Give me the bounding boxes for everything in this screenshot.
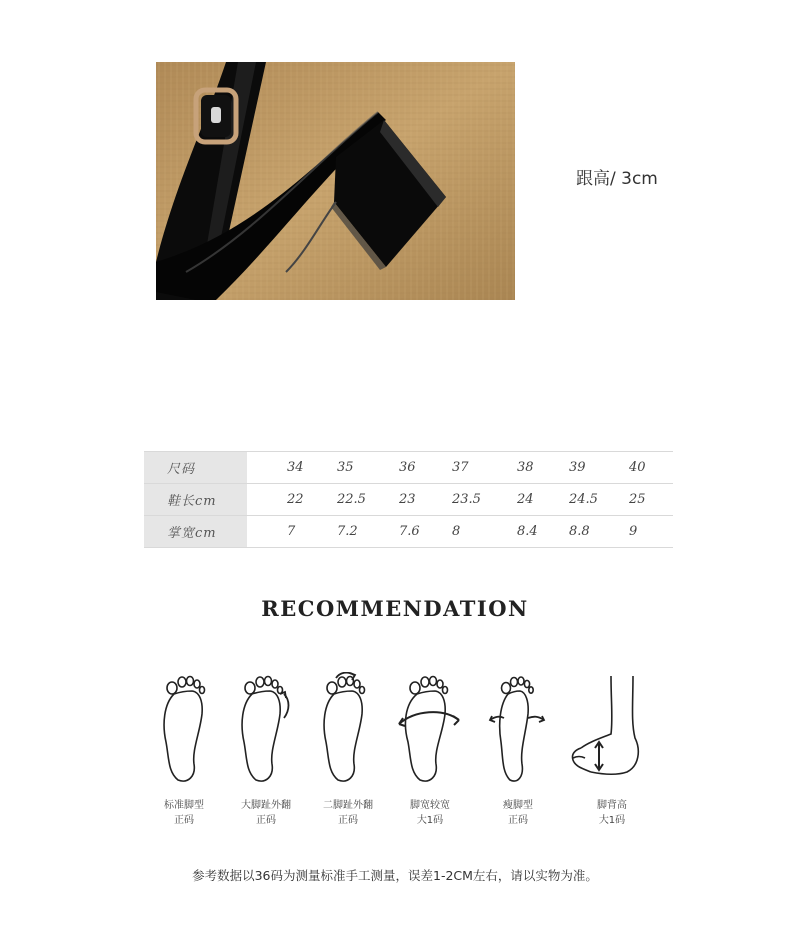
foot-caption-line2: 正码 <box>338 815 358 826</box>
table-cell: 24.5 <box>569 484 629 516</box>
foot-caption-line1: 脚背高 <box>597 800 627 811</box>
foot-caption-line2: 大1码 <box>598 815 626 826</box>
table-cell: 25 <box>629 484 673 516</box>
foot-caption-line1: 脚宽较宽 <box>410 800 450 811</box>
foot-caption-line1: 二脚趾外翻 <box>323 800 373 811</box>
table-cell: 8 <box>452 516 517 548</box>
row-header: 掌宽cm <box>144 516 247 548</box>
foot-caption-line1: 标准脚型 <box>164 800 204 811</box>
table-cell: 38 <box>517 452 569 484</box>
table-cell: 23.5 <box>452 484 517 516</box>
table-row <box>144 484 673 516</box>
foot-caption-line2: 正码 <box>256 815 276 826</box>
foot-caption-line1: 大脚趾外翻 <box>241 800 291 811</box>
footer-note: 参考数据以36码为测量标准手工测量，误差1-2CM左右，请以实物为准。 <box>192 868 598 883</box>
foot-item-thin-foot <box>468 672 568 828</box>
product-photo <box>156 62 515 300</box>
foot-item-high-instep <box>562 672 662 828</box>
high-instep-icon <box>567 672 657 784</box>
table-row <box>144 516 673 548</box>
foot-caption-line2: 正码 <box>508 815 528 826</box>
foot-item-wide-foot <box>380 672 480 828</box>
table-cell: 23 <box>399 484 452 516</box>
table-cell: 34 <box>247 452 337 484</box>
heel-height-label: 跟高/ 3cm <box>576 169 658 189</box>
table-cell: 22.5 <box>337 484 399 516</box>
table-cell: 22 <box>247 484 337 516</box>
foot-caption-line2: 大1码 <box>416 815 444 826</box>
size-table <box>144 451 673 548</box>
table-cell: 24 <box>517 484 569 516</box>
table-cell: 35 <box>337 452 399 484</box>
big-toe-out-icon <box>234 672 298 784</box>
second-toe-out-icon <box>316 672 380 784</box>
table-row <box>144 452 673 484</box>
row-header: 尺码 <box>144 452 247 484</box>
table-cell: 8.4 <box>517 516 569 548</box>
recommendation-title: RECOMMENDATION <box>261 596 529 621</box>
foot-caption-line1: 瘦脚型 <box>503 800 533 811</box>
row-header: 鞋长cm <box>144 484 247 516</box>
table-cell: 9 <box>629 516 673 548</box>
table-cell: 36 <box>399 452 452 484</box>
table-cell: 40 <box>629 452 673 484</box>
foot-caption-line2: 正码 <box>174 815 194 826</box>
table-cell: 7.6 <box>399 516 452 548</box>
table-cell: 39 <box>569 452 629 484</box>
table-cell: 7 <box>247 516 337 548</box>
table-cell: 8.8 <box>569 516 629 548</box>
wide-foot-icon <box>395 672 465 784</box>
table-cell: 37 <box>452 452 517 484</box>
table-cell: 7.2 <box>337 516 399 548</box>
standard-foot-icon <box>156 672 212 784</box>
thin-foot-icon <box>486 672 550 784</box>
